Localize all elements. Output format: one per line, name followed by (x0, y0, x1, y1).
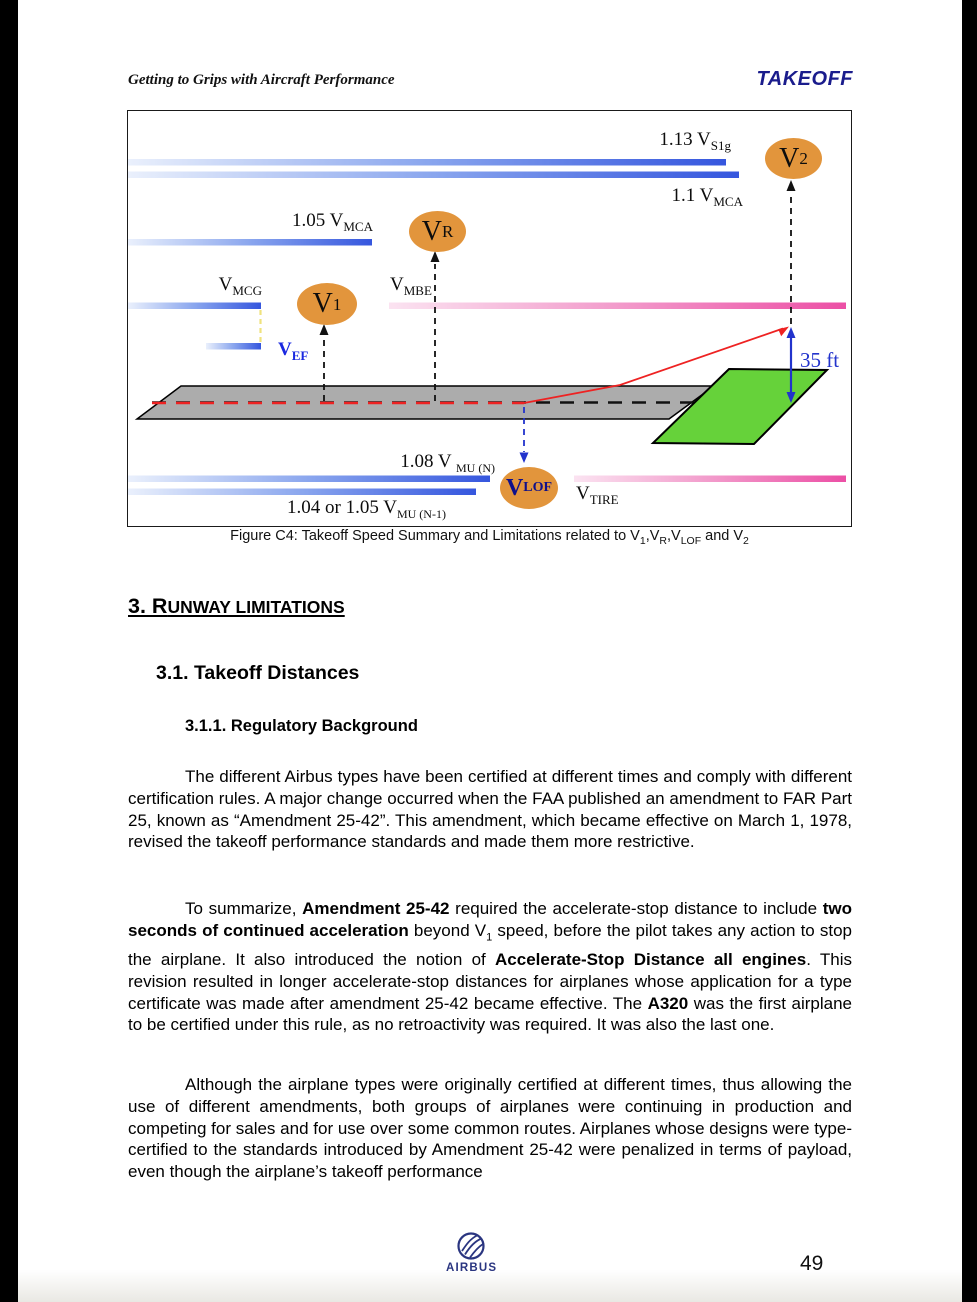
vlof-arrowhead (520, 453, 529, 464)
airbus-logo-text: AIRBUS (446, 1262, 498, 1274)
label-1.08-vmu-n: 1.08 V $_{MU (N)}$ (400, 451, 495, 475)
marker-vlof: V LOF (500, 467, 558, 509)
section-heading-text: 3. RUNWAY LIMITATIONS (128, 594, 345, 618)
label-1.1-vmca: 1.1 $V_{MCA}$ (671, 185, 743, 209)
height-arrow-top (787, 327, 796, 338)
section-heading-runway-limitations (128, 594, 345, 619)
bar-1.1-vmca (128, 172, 739, 179)
label-1.04-1.05-vmu-n1: 1.04 or 1.05 $V_{MU (N-1)}$ (287, 497, 446, 521)
page-number: 49 (800, 1252, 824, 1275)
marker-v2: V 2 (765, 138, 822, 179)
figure-caption: Figure C4: Takeoff Speed Summary and Limitations related to $V_1,V_R,V_{LOF}$ and $V_2$ (230, 528, 749, 547)
airbus-logo (446, 1231, 496, 1274)
paragraph-amendment-25-42: To summarize, Amendment 25-42 required the accelerate-stop distance to include two seconds of continued acceleration beyond $V_1$ speed, before the pilot takes any action to stop the airplane. It also introduced the notion of Accelerate-Stop Distance all engines. This revision resulted in longer accelerate-stop distances for airplanes whose application for a type certificate was made after amendment 25-42 became effective. The A320 was the first airplane to be certified under this rule, as no retroactivity was required. It was also the last one. (128, 899, 853, 1035)
bar-1.13-vs1g (128, 159, 726, 166)
left-black-border (0, 0, 18, 1302)
label-vmbe: $V_{MBE}$ (390, 274, 432, 298)
bar-vtire (574, 476, 846, 483)
bar-1.04-1.05-vmu-n1 (128, 489, 476, 496)
bar-vmbe (389, 303, 846, 310)
airbus-logo-icon (456, 1231, 486, 1261)
label-1.05-vmca: 1.05 $V_{MCA}$ (291, 210, 373, 234)
header-document-title: Getting to Grips with Aircraft Performance (128, 72, 395, 88)
label-vtire: $V_{TIRE}$ (576, 483, 619, 507)
climb-path-arrowhead (778, 327, 789, 337)
paragraph-payload-penalty: Although the airplane types were originally certified at different times, thus allowing the use of different amendments, both groups of airplanes were continuing in production and competing for sales and for use over some common routes. Airplanes whose designs were type-certified to the standards introduced by Amendment 25-42 were penalized in terms of payload, even though the airplane’s takeoff performance (128, 1075, 852, 1182)
bar-vef (206, 343, 261, 350)
subsubsection-heading-regulatory-background: 3.1.1. Regulatory Background (185, 717, 418, 735)
subsection-heading-takeoff-distances: 3.1. Takeoff Distances (156, 662, 360, 684)
figure-c4-takeoff-speed-diagram (127, 110, 852, 527)
label-1.13-vs1g: 1.13 $V_{S1g}$ (659, 129, 731, 153)
paragraph-certification-history: The different Airbus types have been certified at different times and comply with different certification rules. A major change occurred when the FAA published an amendment to FAR Part 25, known as “Amendment 25-42”. This amendment, which became effective on March 1, 1978, revised the takeoff performance standards and made them more restrictive. (128, 767, 852, 852)
v2-arrowhead (787, 180, 796, 191)
label-vef: $V_{EF}$ (278, 339, 309, 363)
bar-1.08-vmu-n (128, 476, 490, 483)
label-vmcg: $V_{MCG}$ (218, 274, 262, 298)
marker-vr: V R (409, 211, 466, 252)
label-35ft: 35 ft (800, 348, 840, 372)
header-chapter-title: TAKEOFF (756, 68, 853, 90)
right-black-border (962, 0, 977, 1302)
marker-v1: V 1 (297, 283, 357, 325)
bar-vmcg (128, 303, 261, 310)
bar-1.05-vmca (128, 239, 372, 246)
v1-arrowhead (320, 324, 329, 335)
vr-arrowhead (431, 251, 440, 262)
